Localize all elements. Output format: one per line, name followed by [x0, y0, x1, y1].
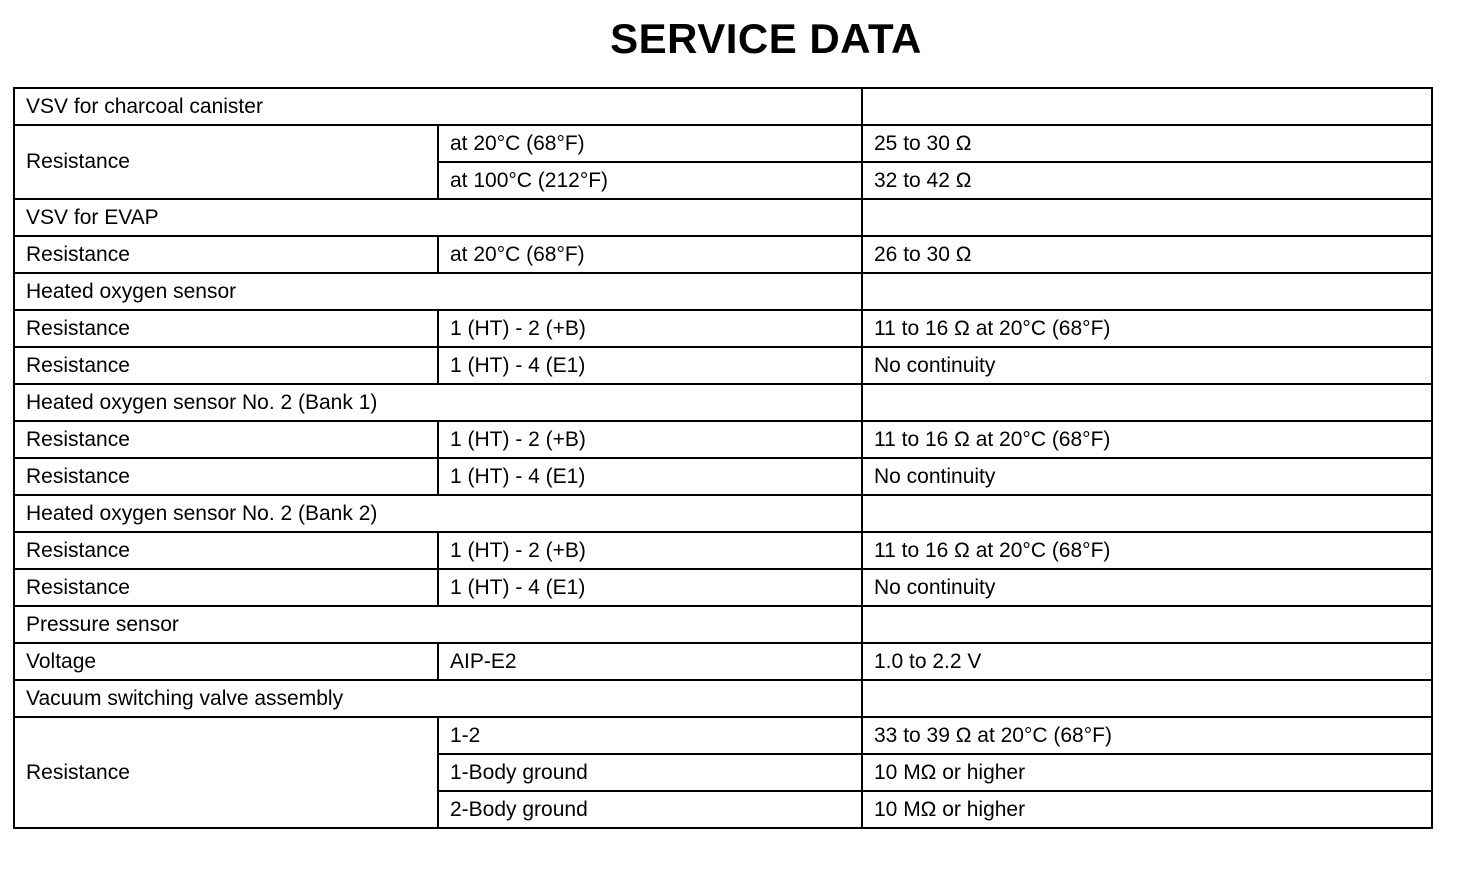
value-cell: No continuity — [862, 569, 1432, 606]
condition-cell: AIP-E2 — [438, 643, 862, 680]
section-heading: Vacuum switching valve assembly — [14, 680, 862, 717]
item-label: Resistance — [14, 532, 438, 569]
service-data-table — [13, 87, 1433, 829]
table-row — [14, 458, 1432, 495]
table-row — [14, 421, 1432, 458]
condition-cell: at 20°C (68°F) — [438, 125, 862, 162]
condition-cell: 1 (HT) - 4 (E1) — [438, 347, 862, 384]
table-row — [14, 643, 1432, 680]
condition-cell: 1 (HT) - 4 (E1) — [438, 458, 862, 495]
value-cell: 26 to 30 Ω — [862, 236, 1432, 273]
condition-cell: 1-Body ground — [438, 754, 862, 791]
table-row — [14, 569, 1432, 606]
condition-cell: 1 (HT) - 2 (+B) — [438, 532, 862, 569]
condition-cell: at 20°C (68°F) — [438, 236, 862, 273]
item-label: Resistance — [14, 347, 438, 384]
section-heading-row — [14, 273, 1432, 310]
value-cell: 25 to 30 Ω — [862, 125, 1432, 162]
section-heading: Heated oxygen sensor — [14, 273, 862, 310]
empty-cell — [862, 273, 1432, 310]
section-heading-row — [14, 495, 1432, 532]
item-label: Resistance — [14, 458, 438, 495]
section-heading-row — [14, 680, 1432, 717]
section-heading-row — [14, 88, 1432, 125]
section-heading: VSV for charcoal canister — [14, 88, 862, 125]
value-cell: 10 MΩ or higher — [862, 791, 1432, 828]
condition-cell: 1-2 — [438, 717, 862, 754]
table-row — [14, 310, 1432, 347]
condition-cell: 1 (HT) - 2 (+B) — [438, 421, 862, 458]
item-label: Voltage — [14, 643, 438, 680]
condition-cell: 1 (HT) - 4 (E1) — [438, 569, 862, 606]
value-cell: No continuity — [862, 458, 1432, 495]
item-label: Resistance — [14, 125, 438, 199]
empty-cell — [862, 199, 1432, 236]
empty-cell — [862, 88, 1432, 125]
empty-cell — [862, 680, 1432, 717]
empty-cell — [862, 606, 1432, 643]
page-title: SERVICE DATA — [610, 15, 922, 62]
condition-cell: 2-Body ground — [438, 791, 862, 828]
item-label: Resistance — [14, 310, 438, 347]
section-heading: Pressure sensor — [14, 606, 862, 643]
table-row — [14, 347, 1432, 384]
section-heading: Heated oxygen sensor No. 2 (Bank 2) — [14, 495, 862, 532]
section-heading-row — [14, 384, 1432, 421]
empty-cell — [862, 384, 1432, 421]
section-heading: Heated oxygen sensor No. 2 (Bank 1) — [14, 384, 862, 421]
item-label: Resistance — [14, 569, 438, 606]
section-heading-row — [14, 606, 1432, 643]
value-cell: No continuity — [862, 347, 1432, 384]
table-row — [14, 532, 1432, 569]
section-heading: VSV for EVAP — [14, 199, 862, 236]
item-label: Resistance — [14, 717, 438, 828]
value-cell: 11 to 16 Ω at 20°C (68°F) — [862, 421, 1432, 458]
value-cell: 11 to 16 Ω at 20°C (68°F) — [862, 532, 1432, 569]
value-cell: 32 to 42 Ω — [862, 162, 1432, 199]
value-cell: 11 to 16 Ω at 20°C (68°F) — [862, 310, 1432, 347]
item-label: Resistance — [14, 421, 438, 458]
empty-cell — [862, 495, 1432, 532]
condition-cell: at 100°C (212°F) — [438, 162, 862, 199]
condition-cell: 1 (HT) - 2 (+B) — [438, 310, 862, 347]
table-row — [14, 236, 1432, 273]
section-heading-row — [14, 199, 1432, 236]
value-cell: 10 MΩ or higher — [862, 754, 1432, 791]
table-row — [14, 717, 1432, 754]
value-cell: 33 to 39 Ω at 20°C (68°F) — [862, 717, 1432, 754]
item-label: Resistance — [14, 236, 438, 273]
value-cell: 1.0 to 2.2 V — [862, 643, 1432, 680]
table-row — [14, 125, 1432, 162]
